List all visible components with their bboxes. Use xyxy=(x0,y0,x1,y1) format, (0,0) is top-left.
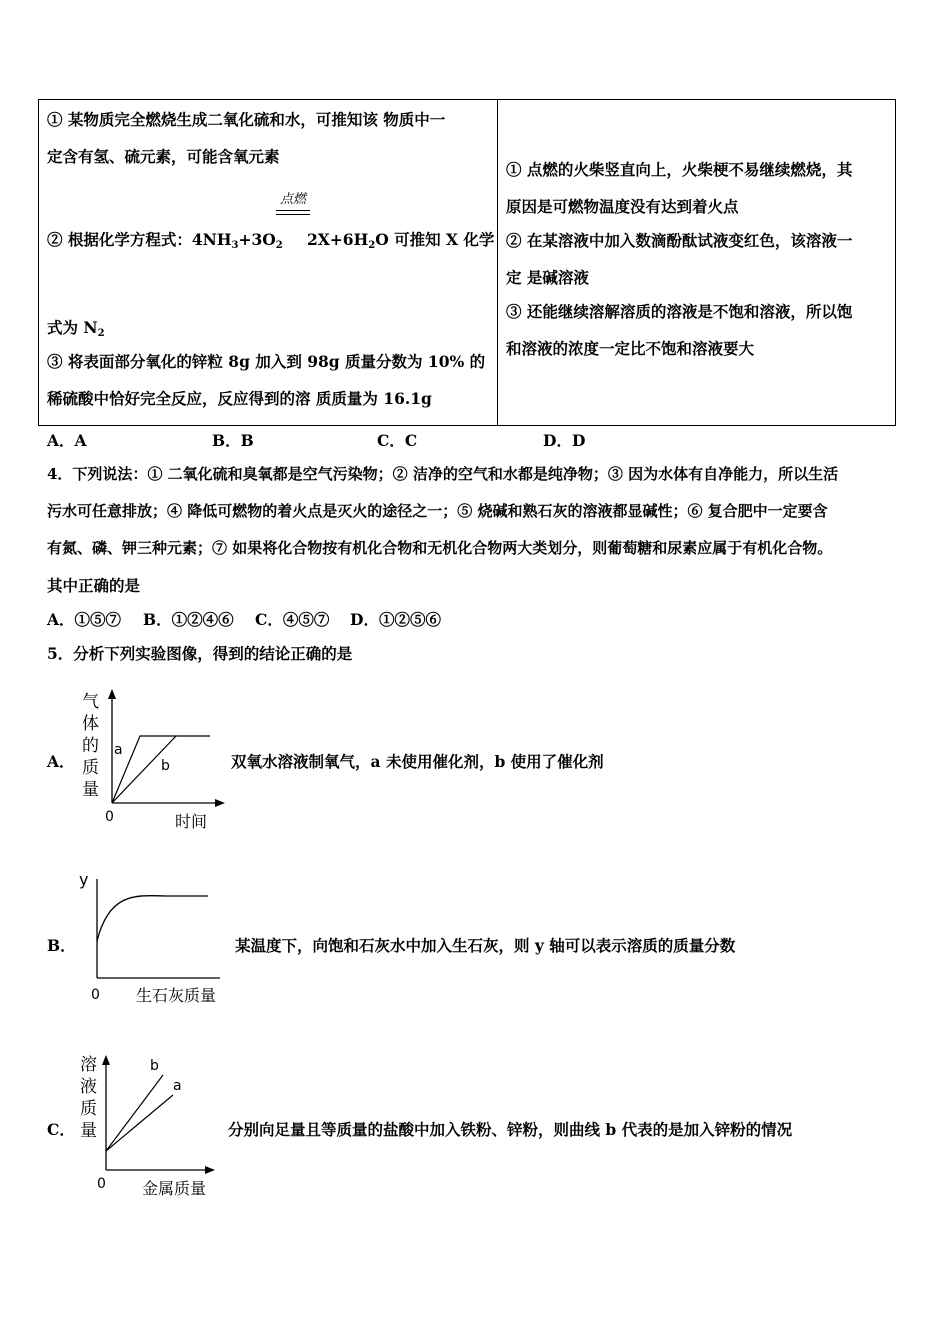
graph-a-ylabel-char-2: 体 xyxy=(82,714,99,734)
graph-a-xlabel: 时间 xyxy=(175,812,208,831)
graph-c-ylabel-char-1: 溶 xyxy=(80,1055,97,1075)
graph-a-ylabel-char-3: 的 xyxy=(82,736,99,756)
right-statement-2-line-1: ② 在某溶液中加入数滴酚酞试液变红色，该溶液一 xyxy=(506,231,853,250)
q3-option-a[interactable]: A．A xyxy=(47,431,87,450)
left-statement-1-line-1: ① 某物质完全燃烧生成二氧化硫和水，可推知该 物质中一 xyxy=(47,110,446,129)
eq-part-4: O 可推知 X 化学 xyxy=(375,230,495,249)
left-statement-2-line-2 xyxy=(47,320,105,339)
q3-option-b[interactable]: B．B xyxy=(212,431,254,450)
eq-sub-2: 2 xyxy=(275,240,283,251)
question-3-table xyxy=(38,99,896,426)
right-statement-3-line-1: ③ 还能继续溶解溶质的溶液是不饱和溶液，所以饱 xyxy=(506,302,853,321)
q4-stem-line-4: 其中正确的是 xyxy=(47,576,141,595)
q5-option-c-letter[interactable]: C． xyxy=(47,1120,75,1139)
q3-option-c[interactable]: C．C xyxy=(377,431,418,450)
graph-c-label-b: b xyxy=(150,1058,159,1074)
graph-a-label-b: b xyxy=(161,758,170,774)
q5-option-b-text: 某温度下，向饱和石灰水中加入生石灰，则 y 轴可以表示溶质的质量分数 xyxy=(235,936,736,955)
right-statement-1-line-2: 原因是可燃物温度没有达到着火点 xyxy=(506,197,739,216)
graph-c-ylabel-char-3: 质 xyxy=(80,1099,97,1119)
n2-prefix: 式为 N xyxy=(47,318,98,337)
q4-stem-line-2: 污水可任意排放；④ 降低可燃物的着火点是灭火的途径之一；⑤ 烧碱和熟石灰的溶液都显碱性；⑥ 复合肥中一定要含 xyxy=(47,502,828,520)
eq-sub-1: 3 xyxy=(231,240,239,251)
right-statement-3-line-2: 和溶液的浓度一定比不饱和溶液要大 xyxy=(506,339,755,358)
graph-c-curve-b xyxy=(106,1075,163,1151)
graph-c-origin: 0 xyxy=(97,1176,106,1192)
graph-a-label-a: a xyxy=(114,742,123,758)
graph-c-xlabel: 金属质量 xyxy=(142,1179,207,1198)
q5-option-b-letter[interactable]: B． xyxy=(47,936,76,955)
q4-stem-line-3: 有氮、磷、钾三种元素；⑦ 如果将化合物按有机化合物和无机化合物两大类划分，则葡萄糖和尿素应属于有机化合物。 xyxy=(47,539,833,557)
equation-double-line-bottom xyxy=(276,214,310,215)
graph-a-origin: 0 xyxy=(105,809,114,825)
graph-a-x-arrow xyxy=(215,799,225,807)
q3-option-d[interactable]: D．D xyxy=(543,431,586,450)
graph-b xyxy=(75,865,235,1010)
graph-a xyxy=(75,685,230,833)
left-statement-1-line-2: 定含有氢、硫元素，可能含氧元素 xyxy=(47,147,280,166)
graph-c-ylabel-char-4: 量 xyxy=(80,1121,97,1141)
q4-option-d[interactable]: D．①②⑤⑥ xyxy=(350,610,441,629)
left-statement-3-line-2: 稀硫酸中恰好完全反应，反应得到的溶 质质量为 16.1g xyxy=(47,389,432,408)
eq-sub-3: 2 xyxy=(368,240,376,251)
q5-option-c-text: 分别向足量且等质量的盐酸中加入铁粉、锌粉，则曲线 b 代表的是加入锌粉的情况 xyxy=(228,1120,793,1139)
graph-c-ylabel-char-2: 液 xyxy=(80,1077,97,1097)
graph-c-curve-a xyxy=(106,1095,173,1151)
graph-c-label-a: a xyxy=(173,1078,182,1094)
graph-b-xlabel: 生石灰质量 xyxy=(136,986,217,1005)
graph-c xyxy=(75,1045,225,1203)
graph-b-curve xyxy=(97,896,208,941)
right-statement-2-line-2: 定 是碱溶液 xyxy=(506,268,589,287)
graph-b-ylabel: y xyxy=(79,870,89,889)
equation-condition: 点燃 xyxy=(279,192,306,207)
q4-option-a[interactable]: A．①⑤⑦ xyxy=(47,610,122,629)
graph-a-y-arrow xyxy=(108,689,116,699)
n2-sub: 2 xyxy=(97,328,105,339)
q4-option-c[interactable]: C．④⑤⑦ xyxy=(255,610,330,629)
eq-part-2: +3O xyxy=(238,230,276,249)
graph-b-origin: 0 xyxy=(91,987,100,1003)
q4-stem-line-1: 4．下列说法：① 二氧化硫和臭氧都是空气污染物；② 洁净的空气和水都是纯净物；③ 因为水体有自净能力，所以生活 xyxy=(47,465,839,483)
left-statement-3-line-1: ③ 将表面部分氧化的锌粒 8g 加入到 98g 质量分数为 10% 的 xyxy=(47,352,486,371)
graph-a-ylabel-char-5: 量 xyxy=(82,780,99,800)
left-statement-2-reactants xyxy=(47,232,283,251)
table-left-cell xyxy=(39,100,498,426)
graph-a-ylabel-char-4: 质 xyxy=(82,758,99,778)
eq-part-3: 2X+6H xyxy=(307,230,369,249)
graph-a-ylabel-char-1: 气 xyxy=(82,692,99,712)
q4-option-b[interactable]: B．①②④⑥ xyxy=(143,610,234,629)
graph-c-x-arrow xyxy=(205,1166,215,1174)
left-statement-2-products xyxy=(307,232,494,251)
graph-c-y-arrow xyxy=(102,1055,110,1065)
eq-part-1: ② 根据化学方程式：4NH xyxy=(47,230,232,249)
right-statement-1-line-1: ① 点燃的火柴竖直向上，火柴梗不易继续燃烧，其 xyxy=(506,160,853,179)
table-right-cell xyxy=(498,100,896,426)
q5-option-a-letter[interactable]: A． xyxy=(47,752,75,771)
q5-option-a-text: 双氧水溶液制氧气，a 未使用催化剂，b 使用了催化剂 xyxy=(231,752,604,771)
equation-double-line-top xyxy=(276,210,310,211)
q5-stem: 5．分析下列实验图像，得到的结论正确的是 xyxy=(47,644,353,663)
